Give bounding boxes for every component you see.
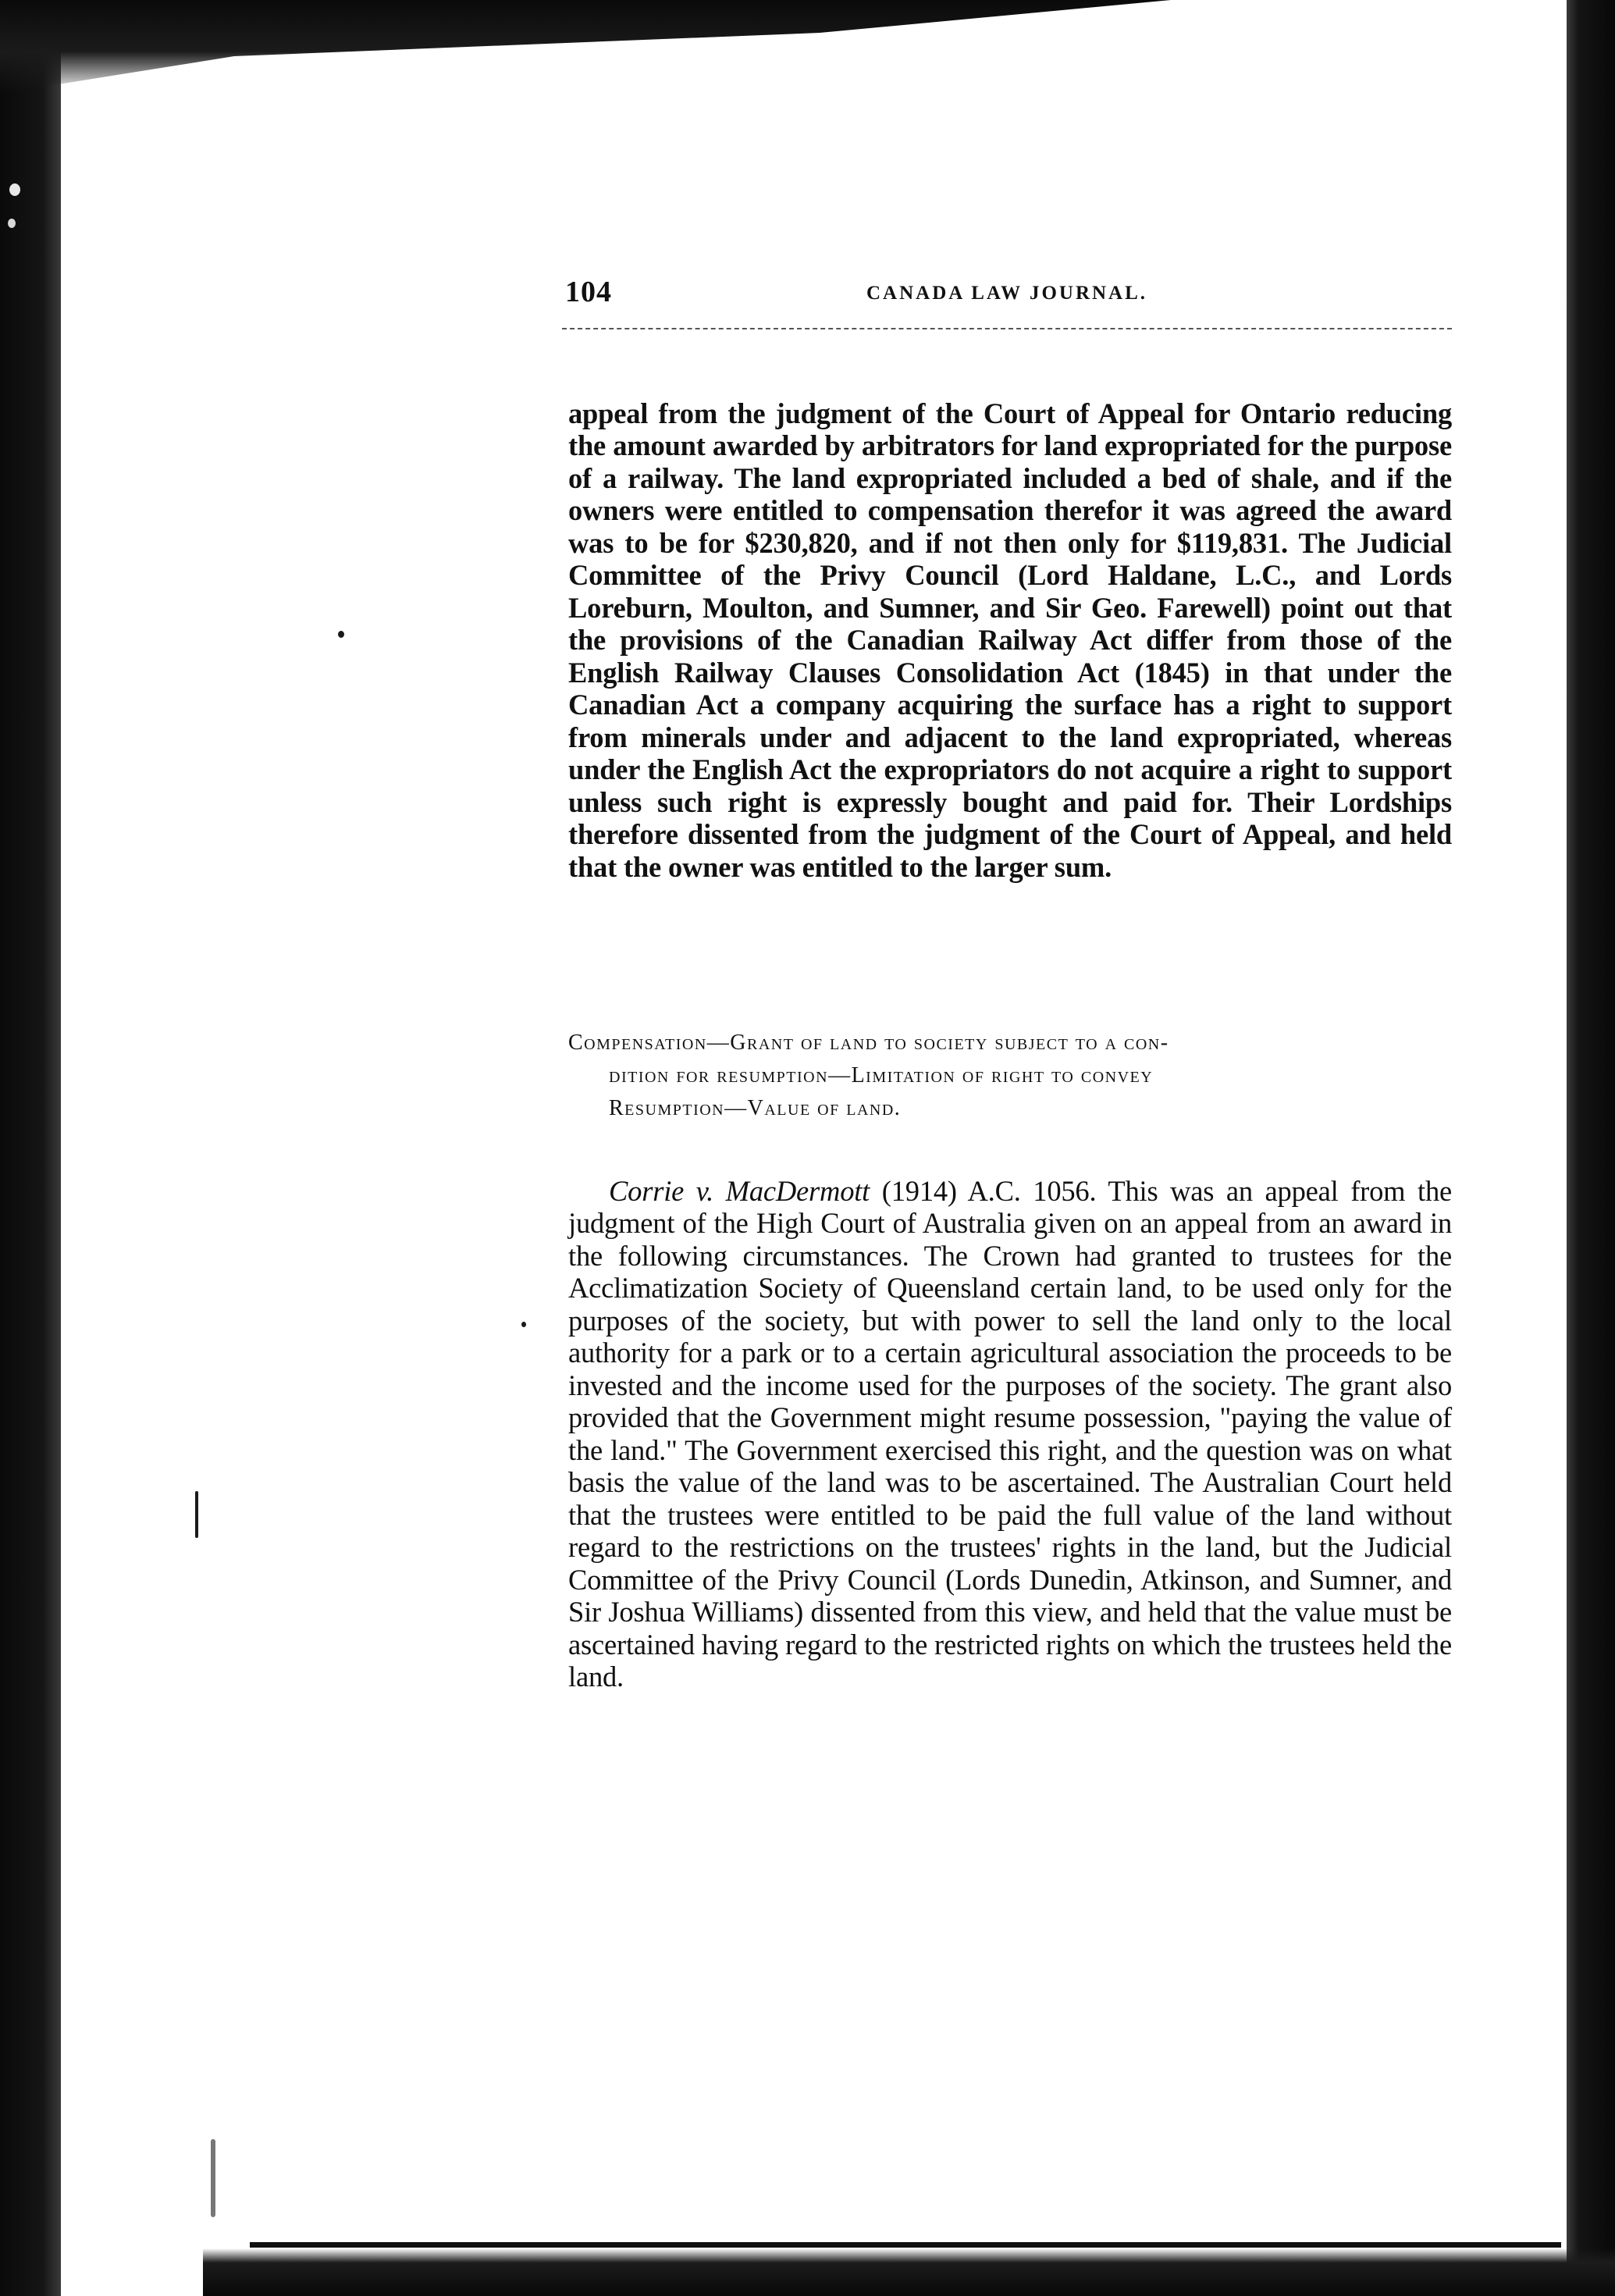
- section-heading-line: dition for resumption—Limitation of right to convey: [609, 1063, 1154, 1087]
- scan-speck: [338, 631, 344, 638]
- section-heading-line: Resumption—Value of land.: [609, 1096, 902, 1120]
- scan-speck: [521, 1322, 526, 1327]
- scan-bottom-rule: [250, 2242, 1561, 2248]
- paragraph-appeal-ontario: appeal from the judgment of the Court of Appeal for Ontario reducing the amount awarded by arbitrators for land expropriated for the purpose of a railway. The land expropriated included a bed of shale, and if the owners were entitled to compensation therefor it was agreed the award was to be for $230,820, and if not then only for $119,831. The Judicial Committee of the Privy Council (Lord Haldane, L.C., and Lords Loreburn, Moulton, and Sumner, and Sir Geo. Farewell) point out that the provisions of the Canadian Railway Act differ from those of the English Railway Clauses Consolidation Act (1845) in that under the Canadian Act a company acquiring the surface has a right to support from minerals under and adjacent to the land expropriated, whereas under the English Act the expropriators do not acquire a right to support unless such right is expressly bought and paid for. Their Lordships therefore dissented from the judgment of the Court of Appeal, and held that the owner was entitled to the larger sum.: [568, 397, 1452, 883]
- scan-edge-top: [0, 0, 1171, 94]
- journal-page: [546, 273, 1452, 1693]
- header-rule: [562, 328, 1452, 329]
- page-number: 104: [565, 276, 612, 308]
- scan-speck: [195, 1491, 198, 1538]
- scan-edge-left: [0, 0, 61, 2296]
- case-name: Corrie v. MacDermott: [609, 1174, 870, 1207]
- paragraph-corrie-case: [568, 1175, 1452, 1693]
- case-citation: (1914) A.C. 1056.: [870, 1174, 1097, 1207]
- scan-speck: [211, 2139, 215, 2217]
- scan-edge-right: [1567, 0, 1615, 2296]
- scan-speck: [9, 183, 20, 196]
- section-heading-line: Compensation—Grant of land to society subject to a con-: [568, 1031, 1169, 1055]
- scan-edge-bottom: [203, 2248, 1615, 2296]
- case-text: This was an appeal from the judgment of the High Court of Australia given on an appeal from an award in the following circumstances. The Crown had granted to trustees for the Acclimatization Society of Queensland certain land, to be used only for the purposes of the society, but with power to sell the land only to the local authority for a park or to a certain agricultural association the proceeds to be invested and the income used for the purposes of the society. The grant also provided that the Government might resume possession, "paying the value of the land." The Government exercised this right, and the question was on what basis the value of the land was to be ascertained. The Australian Court held that the trustees were entitled to be paid the full value of the land without regard to the restrictions on the trustees' rights in the land, but the Judicial Committee of the Privy Council (Lords Dunedin, Atkinson, and Sumner, and Sir Joshua Williams) dissented from this view, and held that the value must be ascertained having regard to the restricted rights on which the trustees held the land.: [568, 1174, 1452, 1693]
- section-heading: [568, 1027, 1452, 1125]
- running-head: CANADA LAW JOURNAL.: [866, 283, 1148, 304]
- scan-speck: [8, 219, 16, 228]
- page-header: [546, 273, 1452, 328]
